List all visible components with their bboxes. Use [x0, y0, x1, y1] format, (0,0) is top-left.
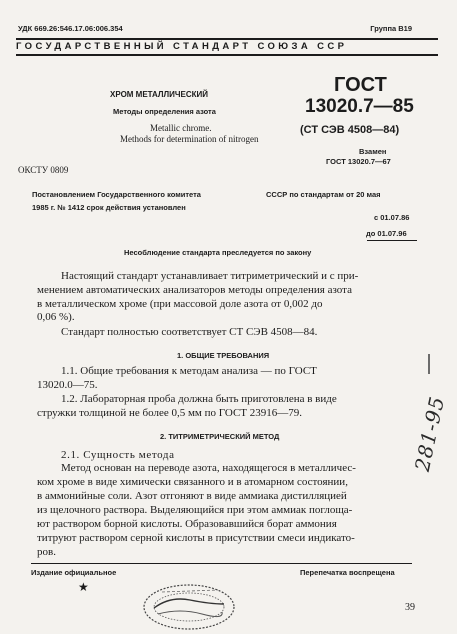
- intro-line-5: Стандарт полностью соответствует СТ СЭВ 4508—84.: [61, 326, 318, 338]
- date-to: до 01.07.96: [366, 229, 407, 238]
- library-stamp-icon: [140, 578, 238, 632]
- resolution-line-1b: СССР по стандартам от 20 мая: [266, 190, 381, 199]
- gost-number: 13020.7—85: [305, 96, 414, 117]
- law-warning: Несоблюдение стандарта преследуется по закону: [124, 248, 312, 257]
- intro-line-1: Настоящий стандарт устанавливает титриметрический и с при-: [61, 270, 359, 282]
- intro-line-2: менением автоматических анализаторов методы определения азота: [37, 284, 352, 296]
- subtitle-en: Methods for determination of nitrogen: [120, 134, 259, 144]
- top-rule: [16, 38, 438, 40]
- section-1-heading: 1. ОБЩИЕ ТРЕБОВАНИЯ: [177, 351, 270, 360]
- p-2-1-line-3: в аммонийные соли. Азот отгоняют в виде аммиака дистилляцией: [37, 490, 347, 502]
- handwritten-note: [408, 372, 456, 476]
- handwritten-text: 281-95: [409, 393, 450, 474]
- subtitle-ru: Методы определения азота: [113, 107, 216, 116]
- p-2-1-subheading: 2.1. Сущность метода: [61, 449, 175, 461]
- replaces-label: Взамен: [359, 147, 387, 156]
- intro-line-3: в металлическом хроме (при массовой доле азота от 0,002 до: [37, 298, 323, 310]
- replaces-value: ГОСТ 13020.7—67: [326, 157, 391, 166]
- date-from: с 01.07.86: [374, 213, 410, 222]
- intro-line-4: 0,06 %).: [37, 311, 75, 323]
- p-1-2-line-2: стружки толщиной не более 0,5 мм по ГОСТ 23916—79.: [37, 407, 303, 419]
- page-number: 39: [405, 602, 415, 613]
- official-edition: Издание официальное: [31, 568, 117, 577]
- okstu-code: ОКСТУ 0809: [18, 165, 69, 175]
- bottom-rule: [16, 54, 438, 56]
- footer-rule: [31, 563, 412, 564]
- p-1-1-line-2: 13020.0—75.: [37, 379, 98, 391]
- star-icon: ★: [78, 580, 89, 594]
- title-ru: ХРОМ МЕТАЛЛИЧЕСКИЙ: [110, 90, 209, 99]
- standard-line: ГОСУДАРСТВЕННЫЙ СТАНДАРТ СОЮЗА ССР: [16, 41, 348, 52]
- p-2-1-line-7: ров.: [37, 546, 56, 558]
- p-1-2-line-1: 1.2. Лабораторная проба должна быть приготовлена в виде: [61, 393, 337, 405]
- reprint-prohibited: Перепечатка воспрещена: [300, 568, 395, 577]
- p-2-1-line-6: титруют раствором серной кислоты в присутствии смеси индикато-: [37, 532, 355, 544]
- group-code: Группа В19: [370, 24, 412, 33]
- resolution-line-2: 1985 г. № 1412 срок действия установлен: [32, 203, 186, 212]
- section-2-heading: 2. ТИТРИМЕТРИЧЕСКИЙ МЕТОД: [160, 432, 280, 441]
- udk-code: УДК 669.26:546.17.06:006.354: [18, 24, 123, 33]
- p-2-1-line-1: Метод основан на переводе азота, находящегося в металличес-: [61, 462, 356, 474]
- p-1-1-line-1: 1.1. Общие требования к методам анализа — по ГОСТ: [61, 365, 317, 377]
- date-underline: [367, 240, 417, 241]
- p-2-1-line-2: ком хроме в виде химически связанного и в атомарном состоянии,: [37, 476, 348, 488]
- gost-word: ГОСТ: [334, 74, 387, 96]
- p-2-1-line-5: ют раствором борной кислоты. Образовавшийся борат аммония: [37, 518, 337, 530]
- st-sev-number: (СТ СЭВ 4508—84): [300, 124, 400, 136]
- title-en: Metallic chrome.: [150, 123, 212, 133]
- resolution-line-1a: Постановлением Государственного комитета: [32, 190, 201, 199]
- p-2-1-line-4: из щелочного раствора. Выделяющийся при этом аммиак поглоща-: [37, 504, 353, 516]
